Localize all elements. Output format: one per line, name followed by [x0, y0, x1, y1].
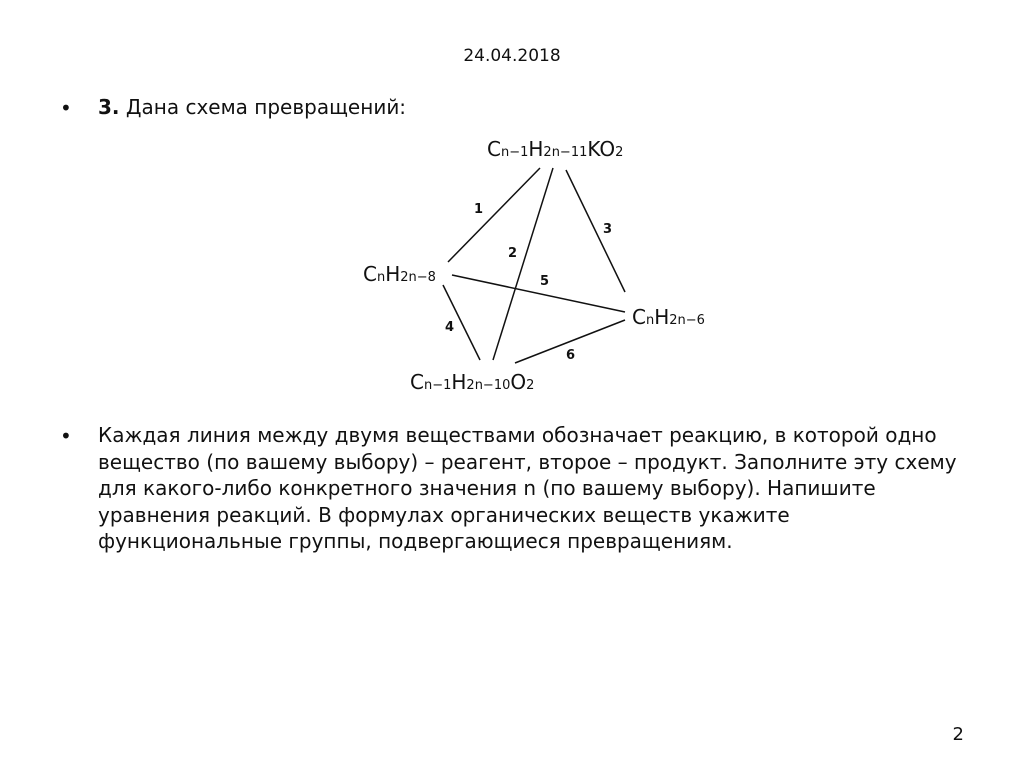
- formula-symbol: C: [363, 262, 377, 286]
- formula-subscript: n: [376, 270, 386, 285]
- formula-symbol: KO: [587, 137, 616, 161]
- edge-label-1: 1: [474, 202, 484, 217]
- edge-1: [448, 168, 540, 262]
- task-number: 3.: [98, 95, 120, 119]
- formula-symbol: C: [487, 137, 501, 161]
- instructions-text: Каждая линия между двумя веществами обозначает реакцию, в которой одно вещество (по вашему выбору) – реагент, второе – продукт. Заполните эту схему для какого-либо конкретного значения n (по вашему выбору). Напишите уравнения реакций. В формулах органических веществ укажите функциональные группы, подвергающиеся превращениям.: [98, 423, 957, 553]
- edge-label-6: 6: [566, 348, 576, 363]
- edge-5: [452, 275, 625, 312]
- formula-subscript: 2n−10: [466, 378, 511, 393]
- edge-label-4: 4: [445, 320, 455, 335]
- formula-bottom: [410, 370, 534, 394]
- formula-subscript: n: [645, 313, 655, 328]
- formula-subscript: n−1: [423, 378, 452, 393]
- formula-subscript: 2n−6: [669, 313, 705, 328]
- page-number: 2: [952, 724, 964, 745]
- bullet: •: [60, 424, 72, 448]
- formula-symbol: C: [632, 305, 646, 329]
- formula-symbol: H: [528, 137, 544, 161]
- formula-symbol: H: [451, 370, 467, 394]
- formula-subscript: 2: [526, 378, 535, 393]
- formula-symbol: H: [654, 305, 670, 329]
- formula-symbol: C: [410, 370, 424, 394]
- formula-subscript: 2n−11: [543, 145, 588, 160]
- formula-subscript: 2: [615, 145, 624, 160]
- bullet: •: [60, 96, 72, 120]
- edge-label-5: 5: [540, 274, 550, 289]
- formula-subscript: 2n−8: [400, 270, 436, 285]
- edge-label-2: 2: [508, 246, 518, 261]
- formula-symbol: H: [385, 262, 401, 286]
- edge-2: [493, 168, 553, 360]
- task-title: Дана схема превращений:: [119, 95, 407, 119]
- formula-subscript: n−1: [500, 145, 529, 160]
- edge-3: [566, 170, 625, 292]
- formula-left: [363, 262, 436, 286]
- edge-label-3: 3: [603, 222, 613, 237]
- formula-top: [487, 137, 623, 161]
- formula-symbol: O: [510, 370, 527, 394]
- slide-date: 24.04.2018: [463, 46, 561, 66]
- formula-right: [632, 305, 705, 329]
